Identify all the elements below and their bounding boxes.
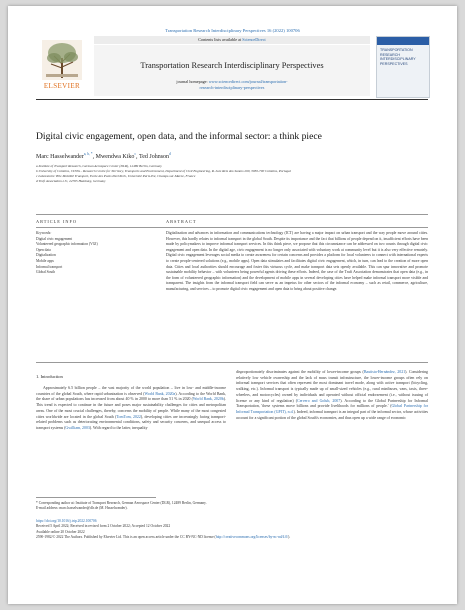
section-rule [36,362,428,363]
author-name[interactable]: Ted Johnson [138,154,170,160]
journal-cover-thumbnail[interactable] [376,36,430,98]
citation-link[interactable]: Bautista-Hernández, 2021 [363,370,406,374]
affiliation: d Trufi Association e.V., 22765 Hamburg, Germany [36,179,106,183]
body-text: ), developing cities are increasingly facing transport-related problems such as deteriorating environmental conditions, safety and security concerns, and unequal access to transport systems ( [36,414,226,430]
author-affil-marker[interactable]: c [134,152,137,156]
email-note[interactable]: E-mail address: marc.hasselwander@dlr.de (M. Hasselwander). [36,506,128,511]
body-column-right [236,370,428,421]
body-text: ). With regard to the latter, inequality [89,425,148,430]
affiliation: c Laboratoire Ville Mobilité Transport, Ecole des Ponts ParisTech, Université Paris-Est, Champs-sur-Marne, France [36,174,196,178]
received-dates: Received 5 April 2022; Received in revised form 2 October 2022; Accepted 12 October 2022 [36,524,171,529]
keyword: Digitalization [36,253,56,258]
author-name[interactable]: Marc Hasselwander [36,154,84,160]
abstract-text: Digitalization and advances in information and communications technology (ICT) are having a major impact on urban transport and the way people move around cities. However, this hardly relates to informal transport in the global South. Despite its importance and the fact that billions of people depend on it, insufficient efforts have been made by policymakers to improve informal transport services. In this think piece, we propose that this circumstance can be addressed on two counts through digital civic engagement and open data. In the digital age, civic engagement is no longer only associated with voluntary work at community level but it is also very effective remotely. Digital civic engagement leverages social media to create awareness for certain concerns and provides a platform for local volunteers to connect with international experts to create people-centered solutions (e.g., mobile apps). Open data stimulates and facilitates digital civic engagement, which, in turn, can lead to the creation of more open data. Cities and local authorities should encourage and foster this virtuous cycle, and make transport data sets openly available. This can spur innovative and promote sustainable mobility behavior – with volunteers being powerful agents driving these efforts. Indeed, the case of the Trufi Association demonstrates that open data (e.g., in the form of volunteered geographic information) and the development of mobile apps in several developing cities have helped make informal transport more visible and transparent. The insights from the informal transport field can serve as an impetus for other sectors of the informal economy – such as retail, commerce, agriculture, manufacturing, and services – to promote digital civic engagement and open data to bring about positive change. [166,231,428,291]
body-text: ). Considering relatively low vehicle ownership and the lack of mass transit infrastructure, the lower-income groups often rely on informal transport services that often represent the most dominant travel mode, along with active transport (bicycling, walking, etc.). Informal transport is typically made up of small-sized vehicles (e.g., rural minibuses, vans, taxis, three-wheelers, and motorcycles) owned by individuals and operated without official endorsement (i.e., without issuing of license or any kind of regulation) ( [236,370,428,403]
contents-label: Contents lists available at [198,37,243,42]
license-link[interactable]: http://creativecommons.org/licenses/by-nc-nd/4.0/ [215,535,289,540]
license-text: 2590-1982/© 2022 The Authors. Published by Elsevier Ltd. This is an open access article under the CC BY-NC-ND license ( [36,535,216,540]
available-online: Available online 20 October 2022 [36,529,85,534]
journal-title-block [94,45,370,96]
publisher-name: ELSEVIER [43,82,81,90]
keyword: Informal transport [36,264,63,269]
keyword: Volunteered geographic information (VGI) [36,242,98,247]
abstract-heading: ABSTRACT [166,219,197,224]
corresponding-author-note: * Corresponding author at: Institute of Transport Research, German Aerospace Center (DLR), 12489 Berlin, Germany. [36,501,207,505]
body-text: Approximately 6.5 billion people – the vast majority of the world population – live in low- and middle-income countries of the global South, where rapid urbanization is observed ( [36,386,226,396]
body-column-left [36,386,226,432]
body-text: ). This trend is expected to continue in the future and poses major sustainability challenges for cities and metropolitan areas. One of the most crucial challenges, thereby, concerns the mobility of people. While many of the most congested cities worldwide are located in the global South ( [36,397,226,419]
footnote-rule [36,497,156,498]
section-rule [36,214,428,215]
masthead-rule [36,99,428,100]
homepage-label: journal homepage: [176,79,209,84]
homepage-link-cont[interactable]: research-interdisciplinary-perspectives [199,85,265,90]
citation-link[interactable]: Gwilliam, 2003 [65,425,90,430]
affiliation: b University of Coimbra, CITTA – Research Centre for Territory, Transports and Environment, Department of Civil Engineering, R. Luís Reis dos Santos 290, 3030-790 Coimbra, Portugal [36,169,291,173]
introduction-heading: 1. Introduction [36,374,63,379]
article-info-heading: ARTICLE INFO [36,219,77,224]
publisher-logo[interactable] [36,36,88,96]
journal-reference[interactable]: Transportation Research Interdisciplinary Perspectives 16 (2022) 100706 [165,28,300,33]
keywords-block [36,231,156,276]
elsevier-tree-logo [42,40,82,80]
sciencedirect-link[interactable]: ScienceDirect [242,37,266,42]
keywords-label: Keywords: [36,231,52,235]
body-text: ). Indeed, informal transport is an integral part of the informal sector, whose activities account for a significant portion of the global South's economies, and thus open up a wide range of economic [236,409,428,420]
citation-link[interactable]: TomTom, 2022 [116,414,141,419]
contents-bar [94,36,370,44]
license-text-end: ). [288,535,291,540]
journal-title: Transportation Research Interdisciplinary Perspectives [140,61,324,70]
author-affil-marker[interactable]: a, b, * [83,152,93,156]
article-title: Digital civic engagement, open data, and the informal sector: a think piece [36,131,322,142]
body-text: disproportionately discriminates against the mobility of lower-income groups ( [236,370,364,374]
author-affil-marker[interactable]: d [169,152,171,156]
journal-homepage [94,79,370,91]
keyword: Global South [36,270,56,275]
section-rule [36,227,428,228]
citation-link[interactable]: World Bank, 2020b [192,397,224,402]
citation-link[interactable]: World Bank, 2020a [144,391,176,396]
author-list: Marc Hasselwander$^{a, b, *}$, Mwendwa Kiko$^c$, Ted Johnson$^d$ [36,152,171,160]
article-footer [36,519,428,541]
footnote [36,501,428,512]
doi-link[interactable]: https://doi.org/10.1016/j.trip.2022.100706 [36,519,97,523]
citation-link[interactable]: Cervero and Golub, 2007 [297,398,341,403]
keyword: Open data [36,247,51,252]
keyword: Digital civic engagement [36,236,73,241]
affiliation-list [36,164,428,184]
article-page [8,6,457,604]
cover-band [377,37,429,45]
author-name[interactable]: Mwendwa Kiko [95,154,135,160]
body-text: ). According to the Global Partnership for Informal Transportation, 'these systems move billions and provide livelihoods for millions of people.' ( [236,398,428,409]
citation-link[interactable]: Global Partnership for Informal Transportation (GPIT), n.d. [236,404,428,414]
license-statement [36,535,428,540]
affiliation: a Institute of Transport Research, German Aerospace Center (DLR), 12489 Berlin, Germany [36,164,162,168]
body-text: ). According to the World Bank, the share of urban populations has increased from about 40 % in 2000 to more than 51 % in 2020 ( [36,391,227,402]
cover-title: TRANSPORTATION RESEARCH INTERDISCIPLINARY PERSPECTIVES [380,48,416,66]
journal-masthead [36,36,428,112]
homepage-link[interactable]: www.sciencedirect.com/journal/transportation- [208,79,288,84]
keyword: Mobile apps [36,258,54,263]
